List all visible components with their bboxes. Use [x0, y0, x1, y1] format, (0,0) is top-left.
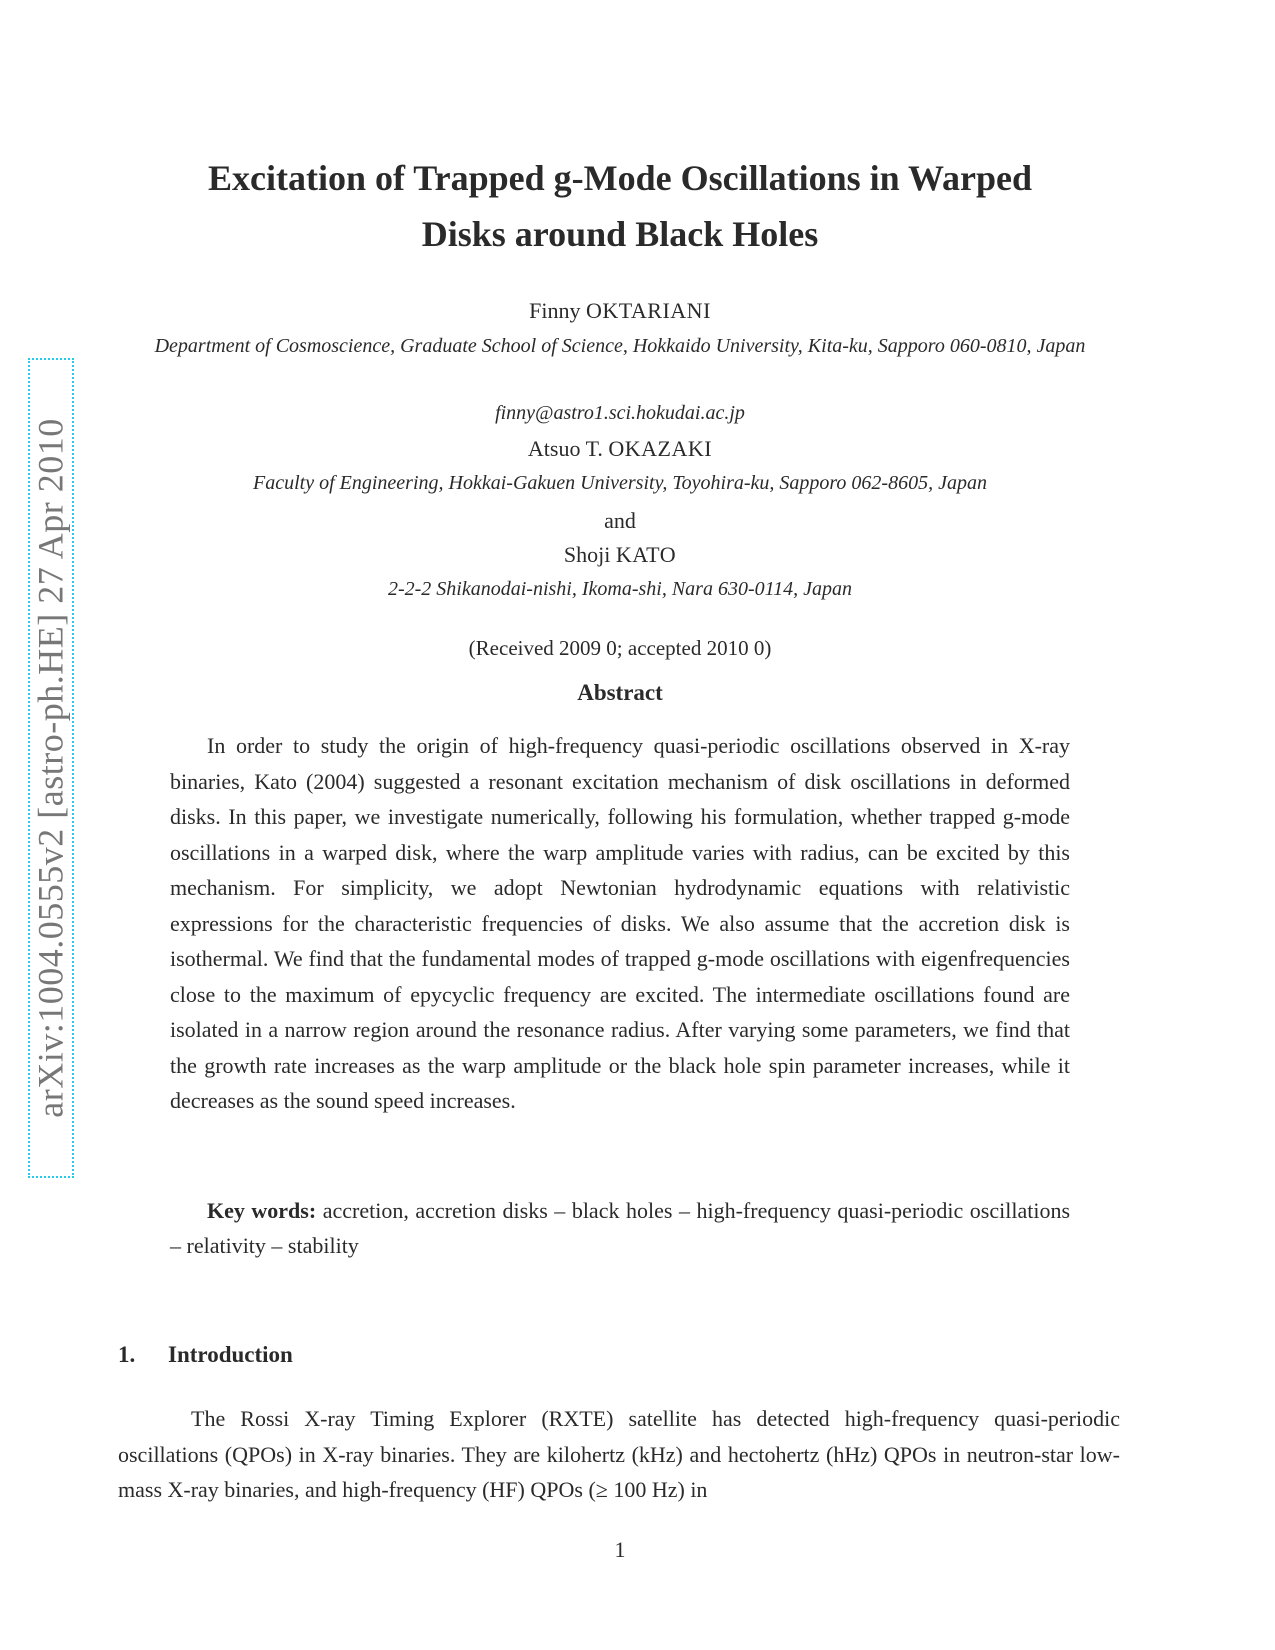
author-3-family-name: KATO: [615, 542, 677, 567]
author-1-email[interactable]: finny@astro1.sci.hokudai.ac.jp: [495, 402, 745, 424]
author-2: [120, 436, 1120, 462]
abstract-heading: Abstract: [577, 680, 663, 705]
section-heading-introduction: [118, 1342, 293, 1368]
keywords: [170, 1193, 1070, 1263]
page-number: 1: [614, 1537, 626, 1562]
author-1-affiliation: Department of Cosmoscience, Graduate School of Science, Hokkaido University, Kita-ku, Sapporo 060-0810, Japan: [154, 335, 1086, 357]
author-3-affiliation: 2-2-2 Shikanodai-nishi, Ikoma-shi, Nara 630-0114, Japan: [387, 578, 853, 600]
section-number: 1.: [118, 1342, 136, 1367]
author-1-family-name: OKTARIANI: [585, 298, 711, 323]
paper-title-line-2: Disks around Black Holes: [421, 214, 819, 254]
section-title: Introduction: [168, 1342, 293, 1367]
paper-title: [120, 150, 1120, 262]
author-2-affiliation: Faculty of Engineering, Hokkai-Gakuen University, Toyohira-ku, Sapporo 062-8605, Japan: [253, 472, 987, 494]
introduction-text: The Rossi X-ray Timing Explorer (RXTE) satellite has detected high-frequency quasi-periodic oscillations (QPOs) in X-ray binaries. They are kilohertz (kHz) and hectohertz (hHz) QPOs in neutron-star low-mass X-ray binaries, and high-frequency (HF) QPOs (≥ 100 Hz) in: [118, 1406, 1120, 1502]
abstract-text: In order to study the origin of high-frequency quasi-periodic oscillations observed in X-ray binaries, Kato (2004) suggested a resonant excitation mechanism of disk oscillations in deformed disks. In this paper, we investigate numerically, following his formulation, whether trapped g-mode oscillations in a warped disk, where the warp amplitude varies with radius, can be excited by this mechanism. For simplicity, we adopt Newtonian hydrodynamic equations with relativistic expressions for the characteristic frequencies of disks. We also assume that the accretion disk is isothermal. We find that the fundamental modes of trapped g-mode oscillations with eigenfrequencies close to the maximum of epycyclic frequency are excited. The intermediate oscillations found are isolated in a narrow region around the resonance radius. After varying some parameters, we find that the growth rate increases as the warp amplitude or the black hole spin parameter increases, while it decreases as the sound speed increases.: [170, 733, 1070, 1113]
received-accepted-dates: (Received 2009 0; accepted 2010 0): [468, 636, 772, 660]
arxiv-identifier-text: arXiv:1004.0555v2 [astro-ph.HE] 27 Apr 2010: [31, 418, 71, 1118]
author-1: [120, 298, 1120, 324]
keywords-text: accretion, accretion disks – black holes – high-frequency quasi-periodic oscillations – relativity – stability: [170, 1198, 1071, 1258]
author-2-given-name: Atsuo T.: [527, 436, 603, 461]
paper-title-line-1: Excitation of Trapped g-Mode Oscillations in Warped: [207, 158, 1033, 198]
author-3: [120, 542, 1120, 568]
author-2-family-name: OKAZAKI: [608, 436, 713, 461]
author-1-given-name: Finny: [529, 298, 581, 323]
author-3-given-name: Shoji: [563, 542, 611, 567]
and-separator: and: [604, 508, 636, 533]
keywords-label: Key words:: [207, 1198, 317, 1223]
arxiv-identifier-stamp[interactable]: [28, 358, 74, 1178]
